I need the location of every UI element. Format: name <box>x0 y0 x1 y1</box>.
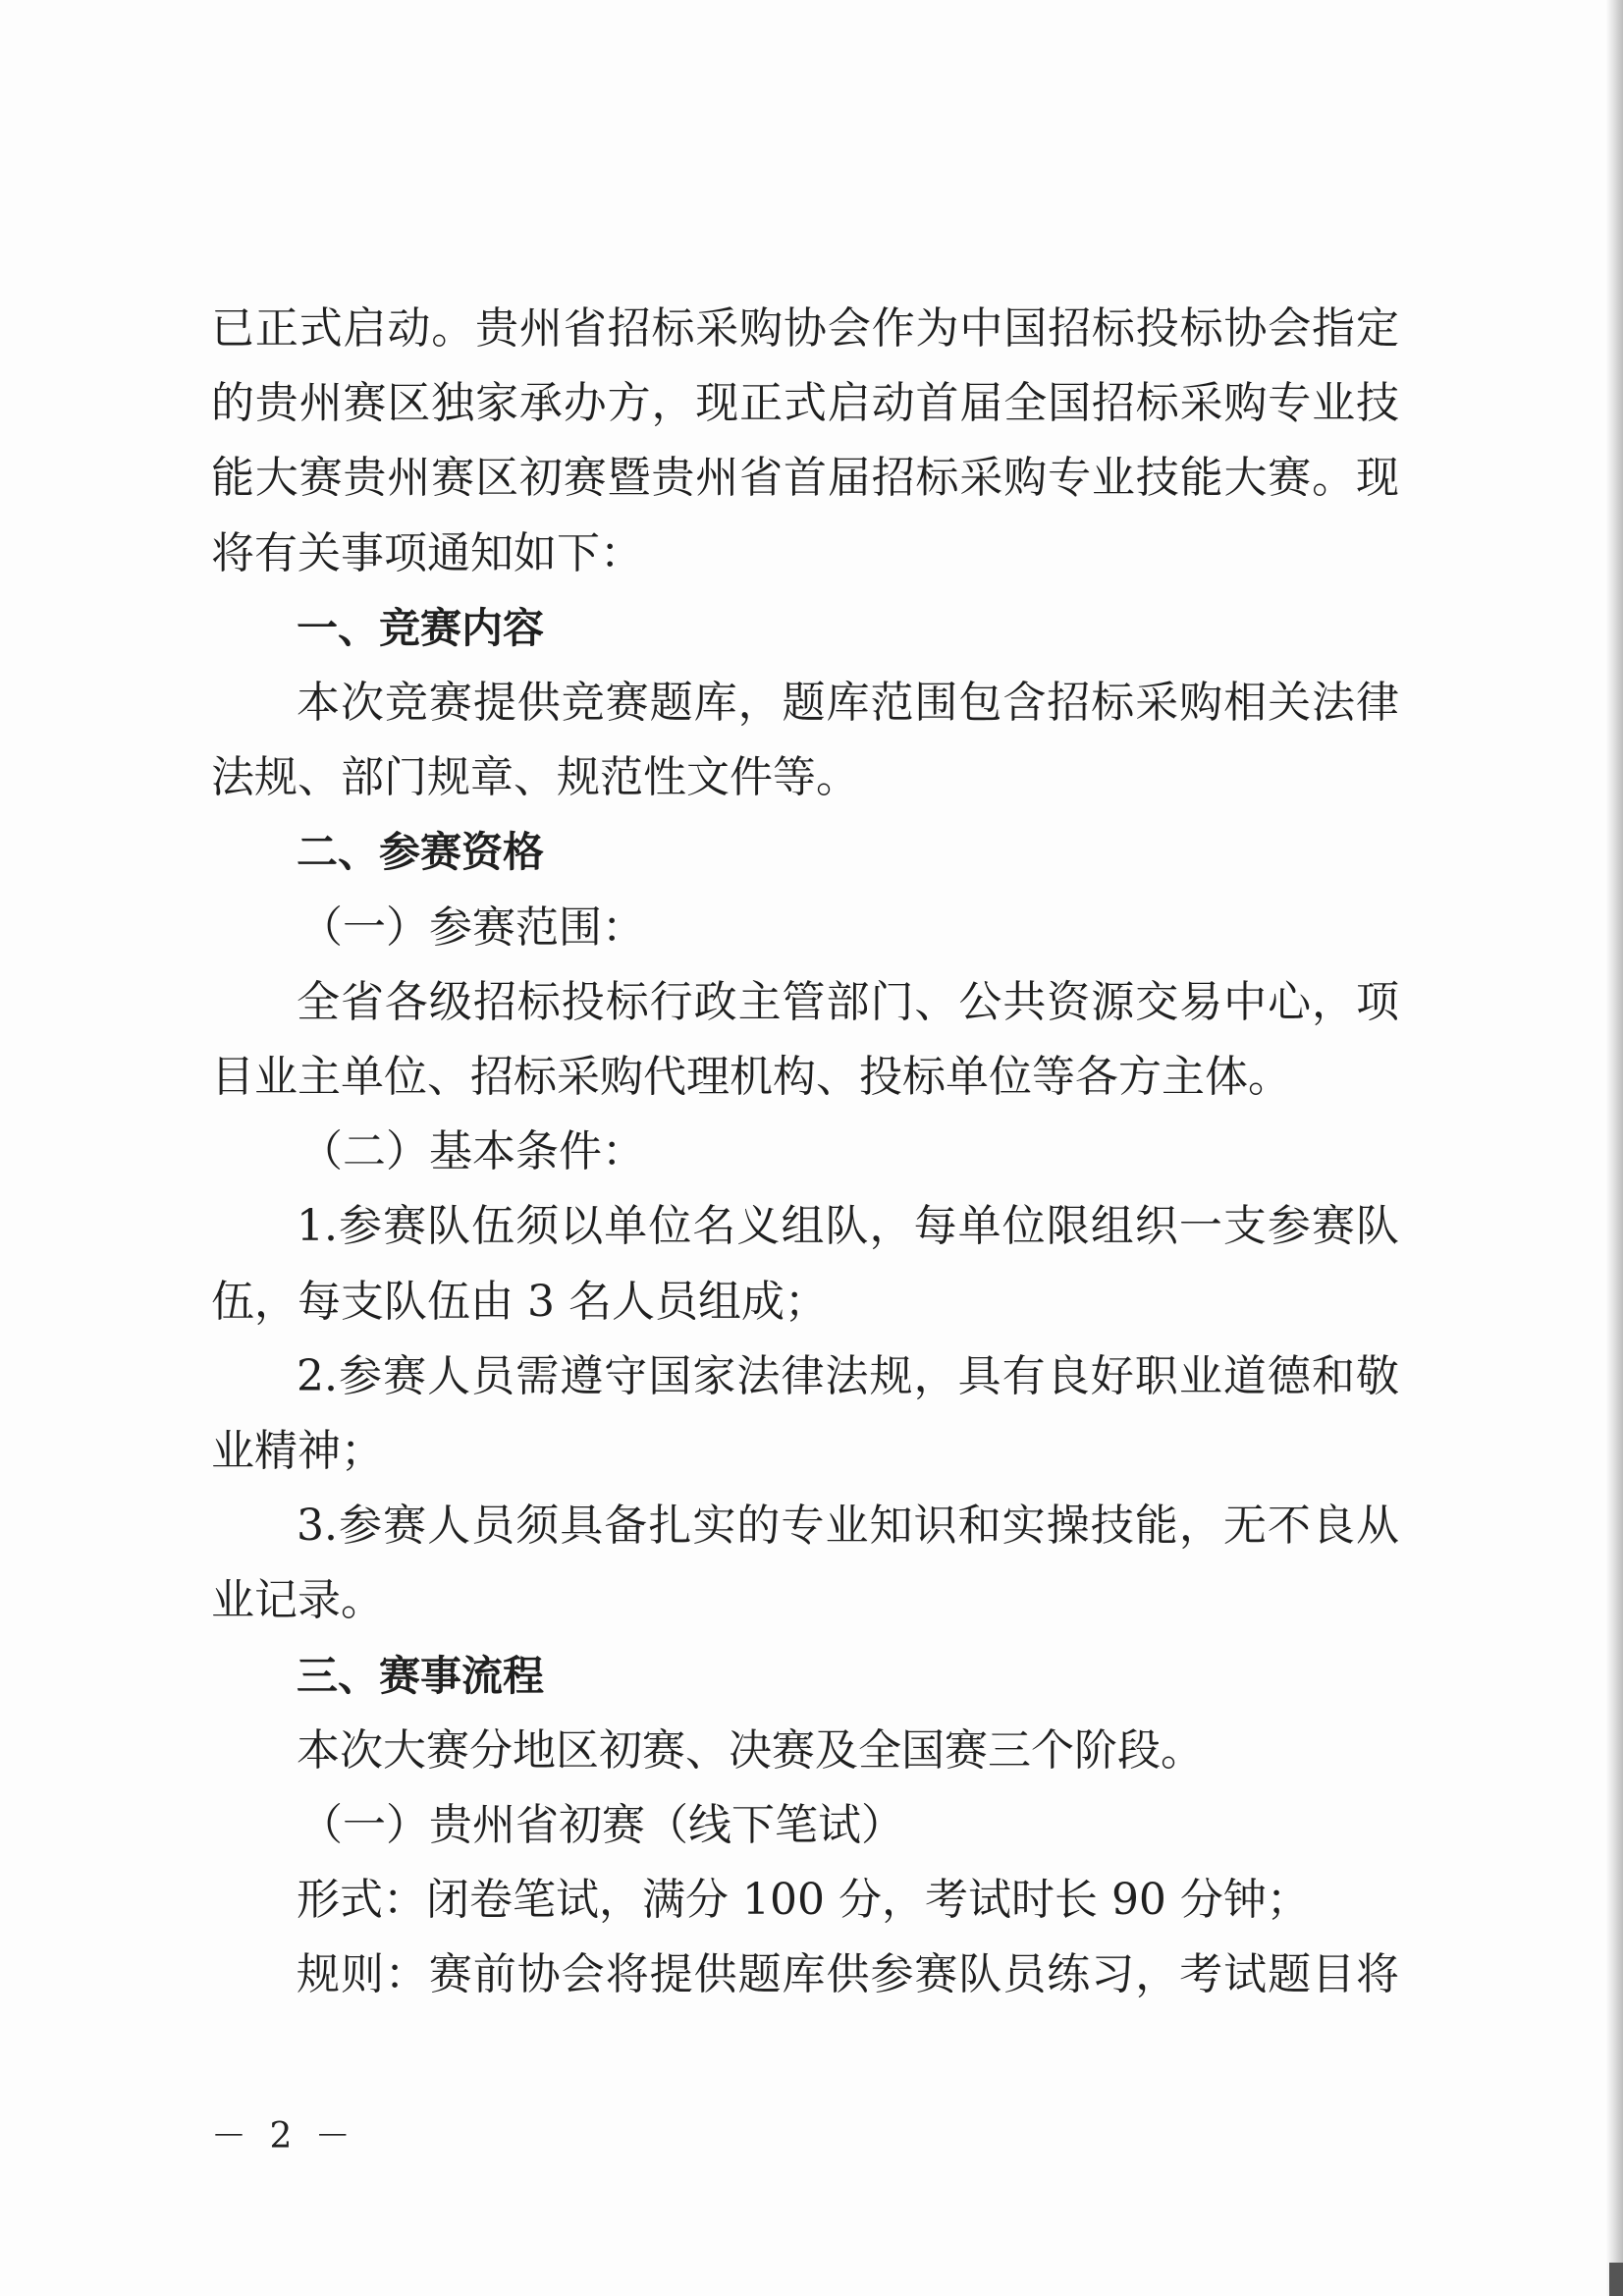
text-line: 业精神； <box>211 1426 384 1476</box>
text-line: 业记录。 <box>211 1575 384 1625</box>
section-heading: 一、竞赛内容 <box>297 604 545 652</box>
text-line: 能大赛贵州赛区初赛暨贵州省首届招标采购专业技能大赛。现 <box>211 453 1399 503</box>
text-line: 已正式启动。贵州省招标采购协会作为中国招标投标协会指定 <box>211 303 1399 354</box>
text-line: 法规、部门规章、规范性文件等。 <box>211 752 859 802</box>
text-line: 3.参赛人员须具备扎实的专业知识和实操技能，无不良从 <box>297 1501 1399 1551</box>
text-line: 1.参赛队伍须以单位名义组队，每单位限组织一支参赛队 <box>297 1201 1399 1251</box>
text-line: 规则：赛前协会将提供题库供参赛队员练习，考试题目将 <box>297 1949 1399 1999</box>
text-line: 本次大赛分地区初赛、决赛及全国赛三个阶段。 <box>297 1725 1204 1776</box>
text-line: 本次竞赛提供竞赛题库，题库范围包含招标采购相关法律 <box>297 678 1399 728</box>
text-line: 2.参赛人员需遵守国家法律法规，具有良好职业道德和敬 <box>297 1351 1399 1401</box>
text-line: 将有关事项通知如下： <box>211 528 643 578</box>
text-line: 伍，每支队伍由 3 名人员组成； <box>211 1277 828 1327</box>
page-number: － 2 － <box>211 2116 356 2157</box>
text-line: 形式：闭卷笔试，满分 100 分，考试时长 90 分钟； <box>297 1875 1310 1925</box>
subsection-heading: （二）基本条件： <box>299 1126 645 1176</box>
text-line: 全省各级招标投标行政主管部门、公共资源交易中心，项 <box>297 977 1399 1027</box>
scan-corner-mark <box>1609 2263 1623 2296</box>
subsection-heading: （一）参赛范围： <box>299 902 645 953</box>
section-heading: 二、参赛资格 <box>297 828 545 876</box>
section-heading: 三、赛事流程 <box>297 1652 545 1700</box>
subsection-heading: （一）贵州省初赛（线下笔试） <box>299 1800 904 1850</box>
scan-edge-shadow <box>1605 0 1623 2296</box>
text-line: 目业主单位、招标采购代理机构、投标单位等各方主体。 <box>211 1052 1291 1102</box>
text-line: 的贵州赛区独家承办方，现正式启动首届全国招标采购专业技 <box>211 378 1399 428</box>
